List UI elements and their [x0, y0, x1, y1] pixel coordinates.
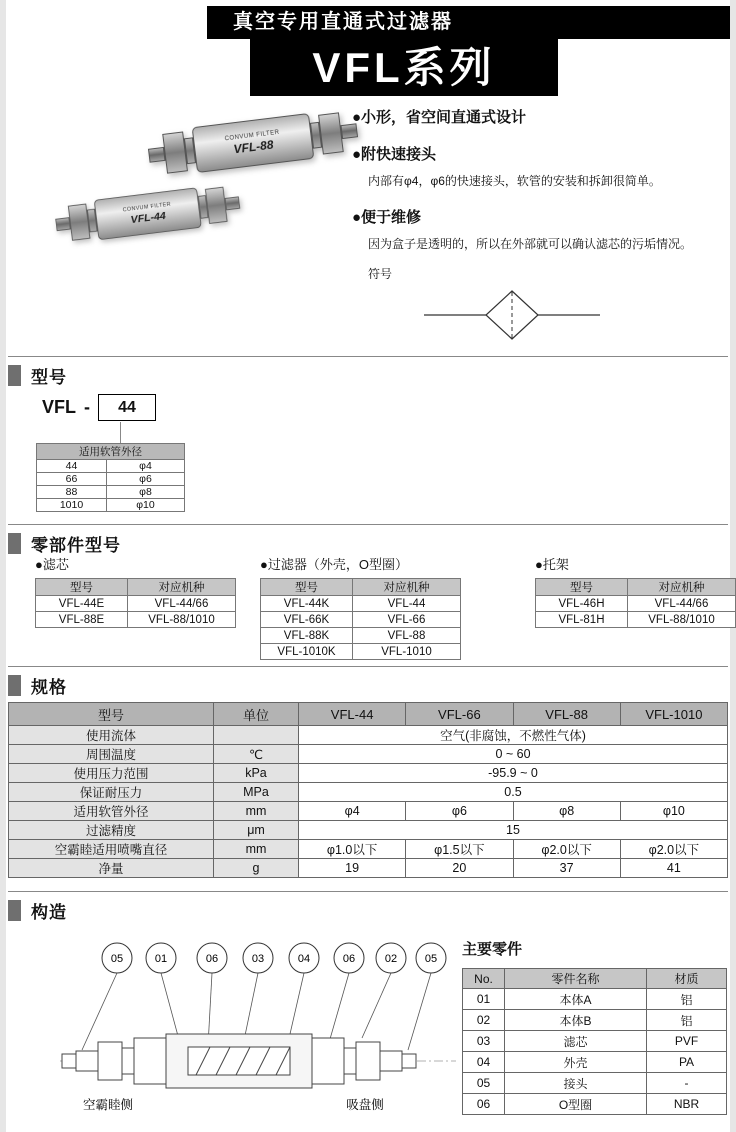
header-vfl44: VFL-44	[299, 703, 406, 726]
model-label: VFL-44	[129, 208, 167, 226]
section-title: 型号	[31, 368, 67, 387]
balloon-row	[102, 943, 446, 973]
spec-value: φ8	[513, 802, 620, 821]
brand-label: CONVUM FILTER	[122, 201, 172, 213]
header-match: 对应机种	[353, 579, 461, 596]
spec-unit: mm	[214, 840, 299, 859]
group-title: ●托架	[535, 557, 569, 572]
cell-model: VFL-81H	[536, 612, 628, 628]
header-model: 型号	[9, 703, 214, 726]
cell-match: VFL-66	[353, 612, 461, 628]
spec-value: 0 ~ 60	[299, 745, 728, 764]
cell-code: 66	[37, 473, 107, 486]
cell-name: 本体A	[505, 989, 647, 1010]
cell-material: -	[647, 1073, 727, 1094]
spec-unit: mm	[214, 802, 299, 821]
filter-symbol-icon	[422, 286, 602, 344]
model-connector-line	[120, 422, 121, 443]
cell-model: VFL-88E	[36, 612, 128, 628]
cell-material: NBR	[647, 1094, 727, 1115]
side-labels	[83, 1097, 384, 1112]
page-title: VFL系列	[250, 39, 558, 96]
spec-value: φ2.0以下	[513, 840, 620, 859]
cell-material: PA	[647, 1052, 727, 1073]
cell-model: VFL-88K	[261, 628, 353, 644]
feature-title-compact: ●小形，省空间直通式设计	[352, 109, 527, 126]
header-model: 型号	[36, 579, 128, 596]
header-model: 型号	[536, 579, 628, 596]
filter-body	[94, 187, 202, 240]
header-vfl1010: VFL-1010	[620, 703, 727, 726]
cell-match: VFL-44/66	[128, 596, 236, 612]
section-marker	[8, 900, 21, 921]
hex-nut-right	[318, 112, 344, 154]
parts-table-bracket	[535, 578, 736, 628]
cell-match: VFL-88/1010	[128, 612, 236, 628]
header-model: 型号	[261, 579, 353, 596]
fitting-right	[225, 196, 240, 210]
spec-value: φ4	[299, 802, 406, 821]
spec-value: 41	[620, 859, 727, 878]
specs-table	[8, 702, 728, 878]
table-row	[463, 1052, 727, 1073]
main-parts-title: 主要零件	[462, 941, 523, 958]
model-dash: -	[84, 397, 90, 417]
section-header-parts	[8, 524, 728, 556]
balloon-01: 01	[154, 953, 168, 965]
spec-label: 保证耐压力	[9, 783, 214, 802]
page-edge-left	[0, 0, 6, 1132]
parts-group-bracket	[535, 554, 736, 628]
spec-label: 过滤精度	[9, 821, 214, 840]
brand-label: CONVUM FILTER	[224, 129, 280, 142]
cell-dia: φ10	[107, 499, 185, 512]
cell-dia: φ6	[107, 473, 185, 486]
cell-name: O型圈	[505, 1094, 647, 1115]
cell-material: 铝	[647, 989, 727, 1010]
cell-name: 接头	[505, 1073, 647, 1094]
feature-title-quick-joint: ●附快速接头	[352, 146, 437, 163]
tube-od-table	[36, 443, 185, 512]
spec-unit: MPa	[214, 783, 299, 802]
cell-no: 06	[463, 1094, 505, 1115]
feature-desc-quick-joint: 内部有φ4，φ6的快速接头，软管的安装和拆卸很简单。	[368, 174, 661, 188]
spec-value: 0.5	[299, 783, 728, 802]
construction-diagram	[60, 930, 460, 1122]
table-row	[463, 1094, 727, 1115]
parts-group-element	[35, 554, 236, 628]
section-title: 构造	[31, 903, 67, 922]
features-list	[352, 106, 732, 344]
suction-side-label: 吸盘侧	[346, 1098, 384, 1112]
spec-row-filtration	[9, 821, 728, 840]
symbol-label: 符号	[368, 266, 393, 281]
feature-desc-maintenance: 因为盒子是透明的，所以在外部就可以确认滤芯的污垢情况。	[368, 236, 693, 251]
spec-unit: g	[214, 859, 299, 878]
cell-model: VFL-46H	[536, 596, 628, 612]
spec-value: 37	[513, 859, 620, 878]
cell-no: 03	[463, 1031, 505, 1052]
cell-match: VFL-1010	[353, 644, 461, 660]
cell-no: 04	[463, 1052, 505, 1073]
section-marker	[8, 365, 21, 386]
spec-unit: kPa	[214, 764, 299, 783]
cell-name: 滤芯	[505, 1031, 647, 1052]
tube-od-header: 适用软管外径	[37, 444, 185, 460]
header-match: 对应机种	[128, 579, 236, 596]
table-row	[261, 628, 461, 644]
spec-row-weight	[9, 859, 728, 878]
cell-name: 本体B	[505, 1010, 647, 1031]
section-title: 零部件型号	[31, 536, 121, 555]
spec-label: 周围温度	[9, 745, 214, 764]
spec-label: 使用压力范围	[9, 764, 214, 783]
fitting-left	[148, 147, 166, 163]
table-row	[463, 989, 727, 1010]
table-header-row	[261, 579, 461, 596]
section-marker	[8, 533, 21, 554]
parts-table-element	[35, 578, 236, 628]
section-header-specs	[8, 666, 728, 698]
table-row	[463, 1010, 727, 1031]
spec-value: φ1.5以下	[406, 840, 513, 859]
table-row	[261, 612, 461, 628]
table-row	[37, 473, 185, 486]
cell-material: PVF	[647, 1031, 727, 1052]
header-match: 对应机种	[628, 579, 736, 596]
balloon-04: 04	[297, 953, 311, 965]
balloon-05a: 05	[110, 953, 124, 965]
balloon-06a: 06	[205, 953, 219, 965]
table-header-row	[37, 444, 185, 460]
spec-row-nozzle-dia	[9, 840, 728, 859]
cell-model: VFL-66K	[261, 612, 353, 628]
table-header-row	[36, 579, 236, 596]
spec-value: 空气(非腐蚀，不燃性气体)	[299, 726, 728, 745]
cell-code: 88	[37, 486, 107, 499]
cell-material: 铝	[647, 1010, 727, 1031]
model-number-line	[42, 394, 156, 421]
table-row	[536, 612, 736, 628]
cell-no: 05	[463, 1073, 505, 1094]
cell-model: VFL-1010K	[261, 644, 353, 660]
spec-value: 20	[406, 859, 513, 878]
header-vfl88: VFL-88	[513, 703, 620, 726]
group-title: ●滤芯	[35, 557, 69, 572]
balloon-02: 02	[384, 953, 398, 965]
spec-unit: ℃	[214, 745, 299, 764]
cell-code: 44	[37, 460, 107, 473]
page-subtitle: 真空专用直通式过滤器	[207, 6, 730, 39]
spec-value: φ2.0以下	[620, 840, 727, 859]
table-row	[536, 596, 736, 612]
section-title: 规格	[31, 678, 67, 697]
header-material: 材质	[647, 969, 727, 989]
table-row	[261, 596, 461, 612]
convum-side-label: 空霸睦侧	[82, 1098, 134, 1112]
product-photo-vfl88	[146, 107, 360, 178]
cell-no: 02	[463, 1010, 505, 1031]
spec-unit	[214, 726, 299, 745]
cell-match: VFL-88	[353, 628, 461, 644]
cell-dia: φ8	[107, 486, 185, 499]
table-row	[261, 644, 461, 660]
cell-model: VFL-44E	[36, 596, 128, 612]
table-header-row	[463, 969, 727, 989]
hex-nut-right	[205, 187, 228, 224]
main-parts-table	[462, 968, 727, 1115]
spec-row-pressure-range	[9, 764, 728, 783]
spec-label: 使用流体	[9, 726, 214, 745]
spec-unit: μm	[214, 821, 299, 840]
header-unit: 单位	[214, 703, 299, 726]
header-no: No.	[463, 969, 505, 989]
cell-code: 1010	[37, 499, 107, 512]
spec-value: 15	[299, 821, 728, 840]
table-row	[37, 499, 185, 512]
cell-match: VFL-44/66	[628, 596, 736, 612]
cell-name: 外壳	[505, 1052, 647, 1073]
feature-title-maintenance: ●便于维修	[352, 208, 422, 226]
spec-value: φ10	[620, 802, 727, 821]
table-row	[37, 486, 185, 499]
table-row	[463, 1031, 727, 1052]
spec-row-fluid	[9, 726, 728, 745]
cell-dia: φ4	[107, 460, 185, 473]
header-vfl66: VFL-66	[406, 703, 513, 726]
spec-label: 净量	[9, 859, 214, 878]
spec-label: 适用软管外径	[9, 802, 214, 821]
model-prefix: VFL	[42, 397, 76, 417]
model-code-box: 44	[98, 394, 156, 421]
balloon-05b: 05	[424, 953, 438, 965]
table-row	[36, 596, 236, 612]
table-row	[36, 612, 236, 628]
spec-row-proof-pressure	[9, 783, 728, 802]
balloon-03: 03	[251, 953, 265, 965]
spec-row-tube-od	[9, 802, 728, 821]
spec-label: 空霸睦适用喷嘴直径	[9, 840, 214, 859]
spec-value: 19	[299, 859, 406, 878]
parts-table-filter	[260, 578, 461, 660]
spec-value: -95.9 ~ 0	[299, 764, 728, 783]
section-marker	[8, 675, 21, 696]
table-row	[463, 1073, 727, 1094]
spec-value: φ6	[406, 802, 513, 821]
section-header-construction	[8, 891, 728, 923]
cell-model: VFL-44K	[261, 596, 353, 612]
table-header-row	[9, 703, 728, 726]
header-name: 零件名称	[505, 969, 647, 989]
product-photo-vfl44	[54, 182, 242, 245]
main-parts-panel	[462, 938, 727, 1115]
group-title: ●过滤器（外壳，O型圈）	[260, 557, 408, 572]
fitting-left	[55, 217, 70, 231]
parts-group-filter	[260, 554, 461, 660]
table-header-row	[536, 579, 736, 596]
section-header-model	[8, 356, 728, 388]
model-label: VFL-88	[232, 137, 275, 156]
spec-row-temperature	[9, 745, 728, 764]
cell-match: VFL-44	[353, 596, 461, 612]
table-row	[37, 460, 185, 473]
cell-match: VFL-88/1010	[628, 612, 736, 628]
cell-no: 01	[463, 989, 505, 1010]
spec-value: φ1.0以下	[299, 840, 406, 859]
filter-cross-section	[60, 1034, 456, 1088]
filter-body	[192, 113, 315, 173]
balloon-06b: 06	[342, 953, 356, 965]
